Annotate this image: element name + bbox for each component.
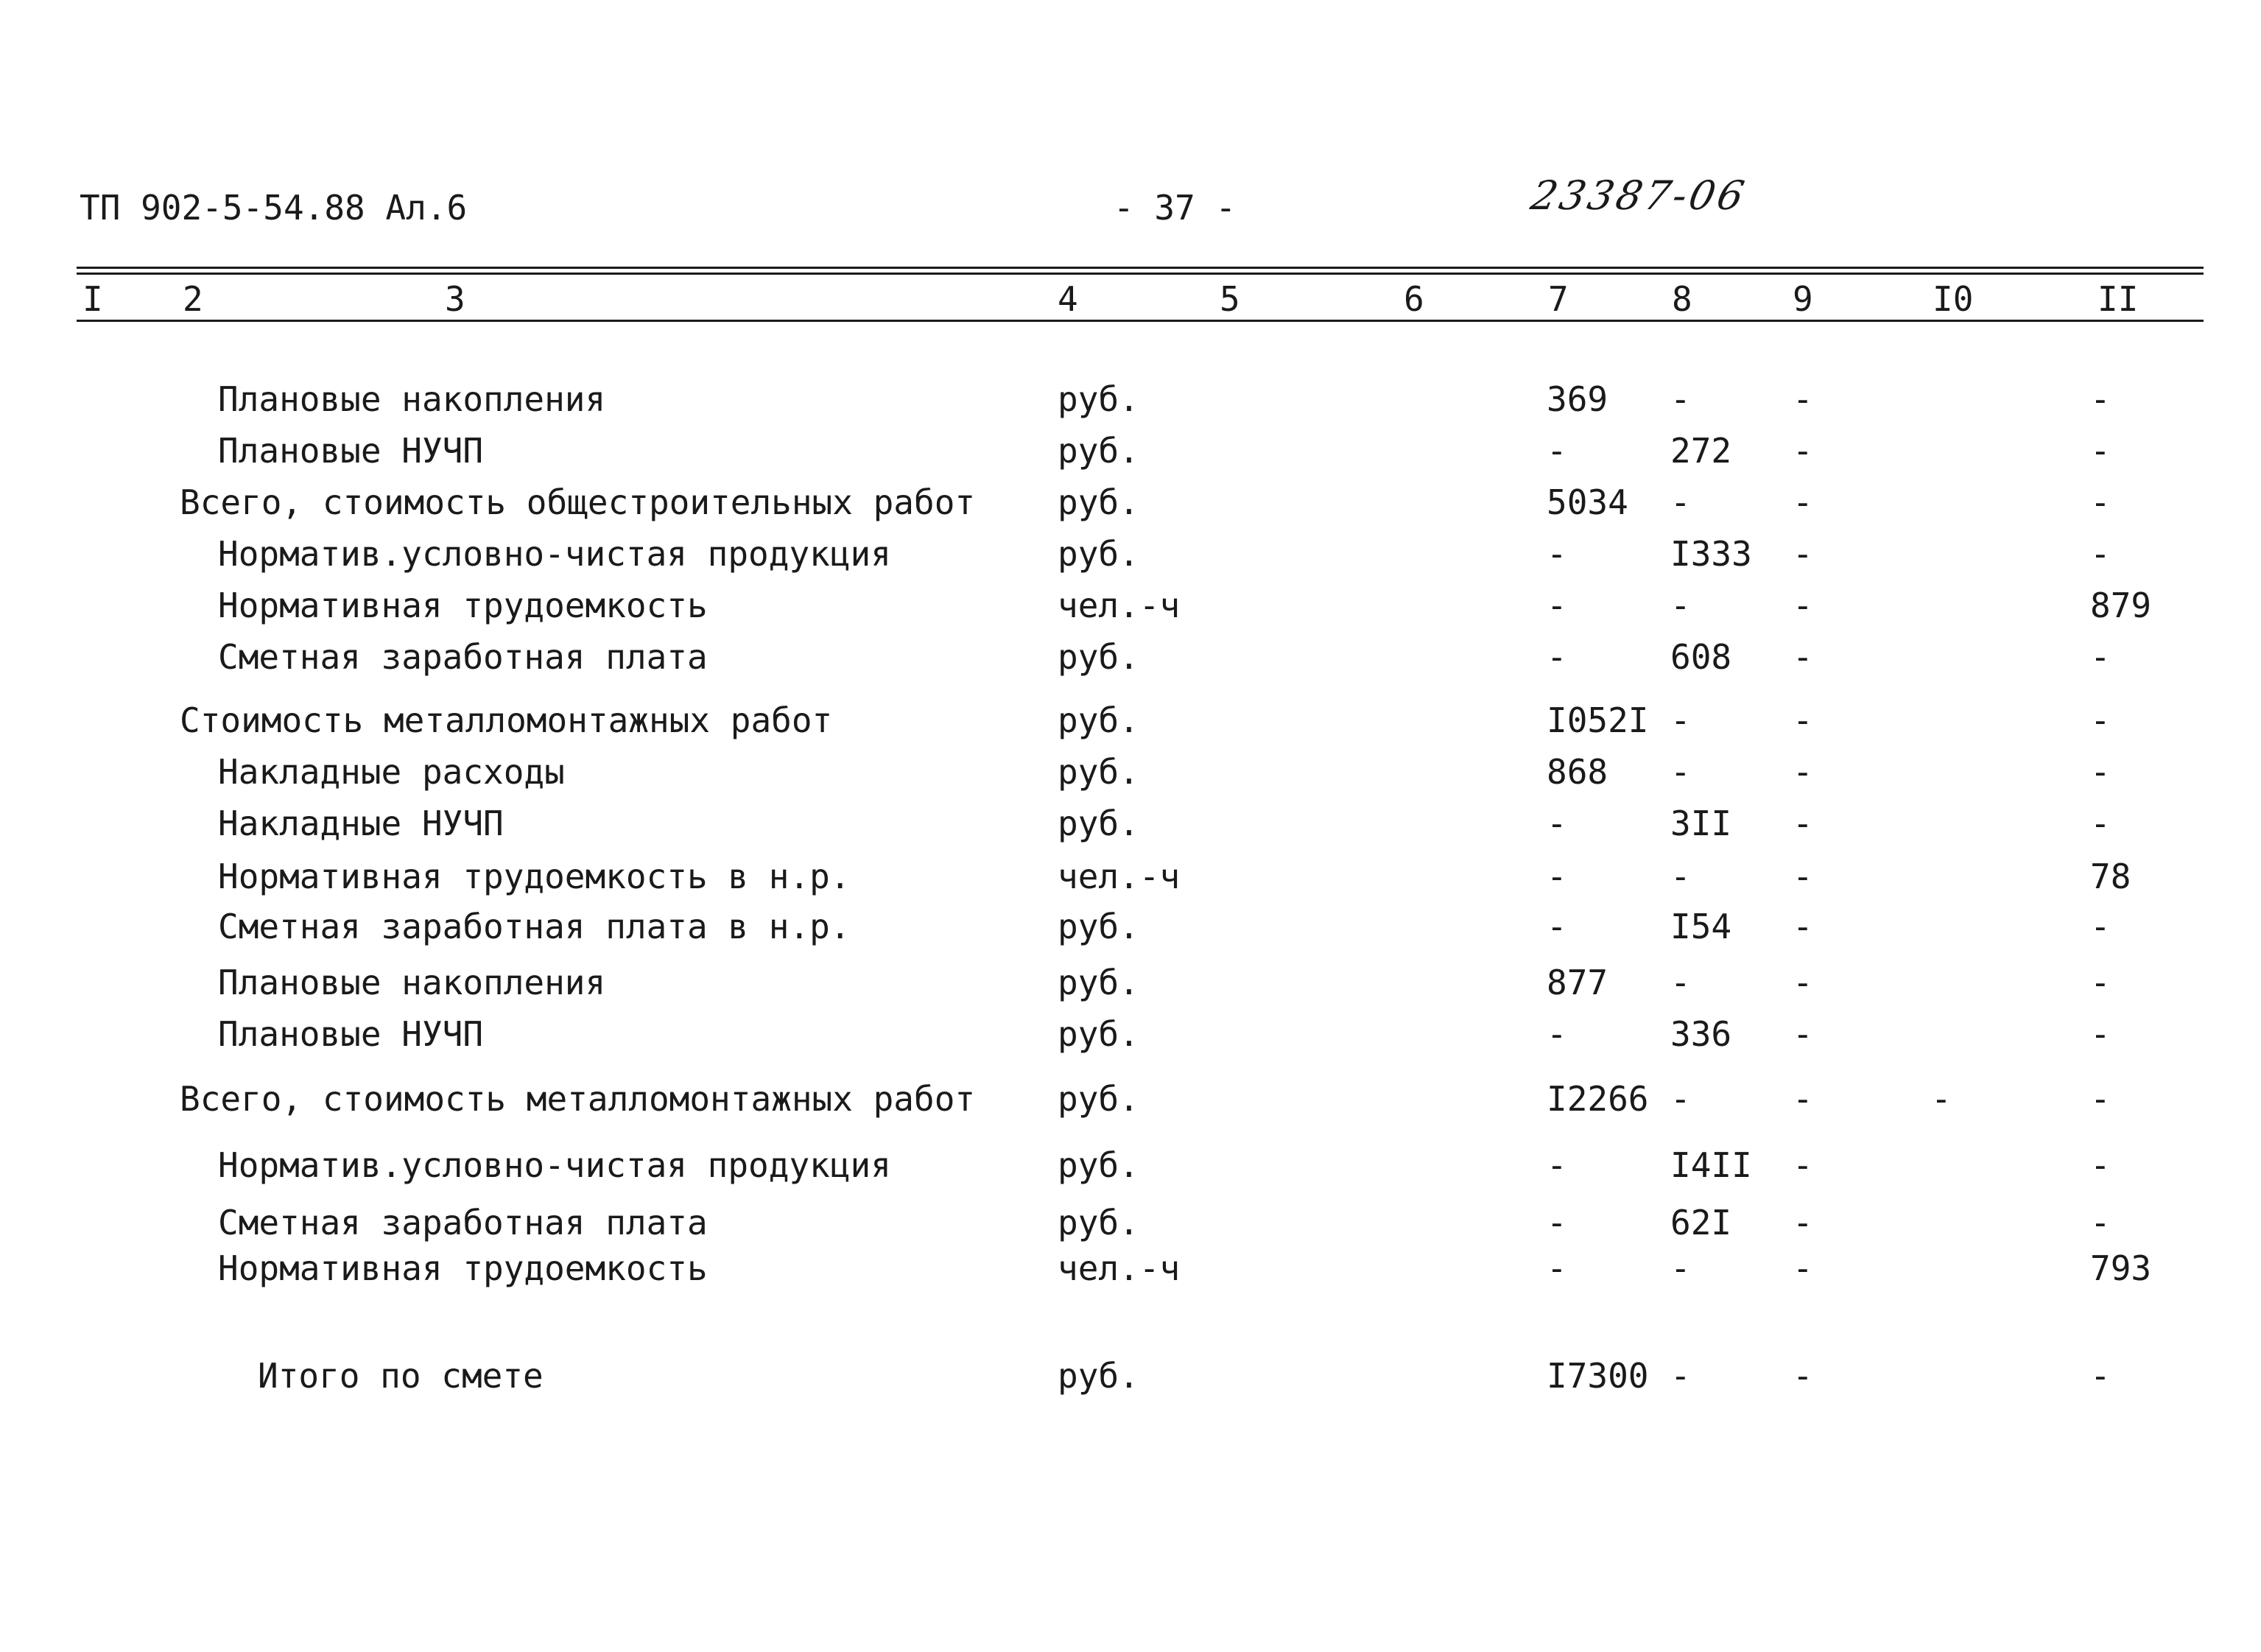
row-col7: -: [1547, 1203, 1567, 1242]
row-col8: 3II: [1670, 804, 1732, 843]
table-row: [0, 480, 2261, 524]
row-col7: -: [1547, 857, 1567, 896]
row-label: Итого по смете: [258, 1356, 544, 1396]
row-col11: -: [2090, 1203, 2111, 1242]
table-row: [0, 532, 2261, 576]
row-col9: -: [1793, 1079, 1813, 1119]
column-number-10: I0: [1933, 279, 1974, 319]
row-col8: -: [1670, 1079, 1691, 1119]
row-col8: -: [1670, 1248, 1691, 1288]
row-col9: -: [1793, 1014, 1813, 1054]
row-col7: -: [1547, 1248, 1567, 1288]
row-col8: 272: [1670, 431, 1732, 471]
row-col11: -: [2090, 482, 2111, 522]
row-label: Стоимость металломонтажных работ: [180, 700, 833, 740]
table-row: [0, 635, 2261, 679]
table-row: [0, 904, 2261, 949]
row-col9: -: [1793, 907, 1813, 946]
row-label: Нормативная трудоемкость: [218, 586, 708, 625]
row-unit: руб.: [1058, 534, 1139, 574]
table-row: [0, 1143, 2261, 1187]
row-col8: -: [1670, 482, 1691, 522]
row-unit: руб.: [1058, 379, 1139, 419]
row-unit: руб.: [1058, 1079, 1139, 1119]
row-col9: -: [1793, 1356, 1813, 1396]
row-col8: -: [1670, 752, 1691, 792]
row-label: Плановые НУЧП: [218, 431, 484, 471]
row-col11: 879: [2090, 586, 2152, 625]
row-col7: -: [1547, 534, 1567, 574]
row-unit: руб.: [1058, 1203, 1139, 1242]
table-row: [0, 1201, 2261, 1245]
row-col8: 608: [1670, 637, 1732, 677]
row-label: Норматив.условно-чистая продукция: [218, 1145, 891, 1185]
row-col11: -: [2090, 700, 2111, 740]
table-row: [0, 698, 2261, 742]
column-number-4: 4: [1058, 279, 1078, 319]
column-number-8: 8: [1672, 279, 1692, 319]
row-label: Норматив.условно-чистая продукция: [218, 534, 891, 574]
row-col7: I2266: [1547, 1079, 1649, 1119]
table-row: [0, 750, 2261, 794]
row-col11: -: [2090, 907, 2111, 946]
row-unit: руб.: [1058, 752, 1139, 792]
row-label: Сметная заработная плата: [218, 1203, 708, 1242]
row-col8: I4II: [1670, 1145, 1752, 1185]
row-col9: -: [1793, 804, 1813, 843]
row-label: Плановые накопления: [218, 963, 606, 1002]
row-col8: I54: [1670, 907, 1732, 946]
row-col8: -: [1670, 963, 1691, 1002]
table-row: [0, 583, 2261, 628]
row-label: Всего, стоимость общестроительных работ: [180, 482, 976, 522]
column-number-2: 2: [183, 279, 203, 319]
row-col7: -: [1547, 431, 1567, 471]
row-col7: 5034: [1547, 482, 1628, 522]
row-col10: -: [1931, 1079, 1952, 1119]
column-number-6: 6: [1404, 279, 1424, 319]
row-col7: 369: [1547, 379, 1608, 419]
row-unit: руб.: [1058, 1145, 1139, 1185]
row-unit: руб.: [1058, 1014, 1139, 1054]
row-col7: -: [1547, 1145, 1567, 1185]
row-col7: 868: [1547, 752, 1608, 792]
row-col7: -: [1547, 804, 1567, 843]
row-col7: -: [1547, 1014, 1567, 1054]
table-row: [0, 801, 2261, 846]
row-col7: -: [1547, 586, 1567, 625]
row-col9: -: [1793, 586, 1813, 625]
row-col7: I052I: [1547, 700, 1649, 740]
row-col7: 877: [1547, 963, 1608, 1002]
column-number-1: I: [82, 279, 103, 319]
row-col9: -: [1793, 752, 1813, 792]
page-number: - 37 -: [1114, 188, 1237, 228]
table-row: [0, 1077, 2261, 1121]
row-col11: -: [2090, 1079, 2111, 1119]
row-col11: -: [2090, 752, 2111, 792]
row-col11: -: [2090, 804, 2111, 843]
column-number-9: 9: [1793, 279, 1813, 319]
row-unit: чел.-ч: [1058, 857, 1181, 896]
row-col7: -: [1547, 637, 1567, 677]
row-col8: -: [1670, 379, 1691, 419]
row-unit: руб.: [1058, 1356, 1139, 1396]
row-col11: -: [2090, 379, 2111, 419]
row-col11: -: [2090, 431, 2111, 471]
row-label: Нормативная трудоемкость в н.р.: [218, 857, 851, 896]
row-unit: чел.-ч: [1058, 1248, 1181, 1288]
row-col9: -: [1793, 1248, 1813, 1288]
row-col7: -: [1547, 907, 1567, 946]
row-label: Накладные расходы: [218, 752, 565, 792]
row-unit: руб.: [1058, 700, 1139, 740]
row-col8: 336: [1670, 1014, 1732, 1054]
row-unit: руб.: [1058, 637, 1139, 677]
row-col8: -: [1670, 586, 1691, 625]
document-code: ТП 902-5-54.88 Ал.6: [80, 188, 468, 228]
row-unit: руб.: [1058, 431, 1139, 471]
row-label: Всего, стоимость металломонтажных работ: [180, 1079, 976, 1119]
handwritten-code: 23387-06: [1527, 172, 1751, 219]
table-row: [0, 854, 2261, 899]
row-col11: -: [2090, 1014, 2111, 1054]
row-col11: -: [2090, 963, 2111, 1002]
row-col11: 78: [2090, 857, 2131, 896]
row-unit: руб.: [1058, 804, 1139, 843]
row-col9: -: [1793, 963, 1813, 1002]
row-unit: руб.: [1058, 482, 1139, 522]
row-col9: -: [1793, 1145, 1813, 1185]
row-unit: руб.: [1058, 963, 1139, 1002]
row-col8: -: [1670, 1356, 1691, 1396]
row-col9: -: [1793, 482, 1813, 522]
row-col8: 62I: [1670, 1203, 1732, 1242]
row-label: Сметная заработная плата в н.р.: [218, 907, 851, 946]
row-label: Сметная заработная плата: [218, 637, 708, 677]
table-row: [0, 429, 2261, 473]
table-row: [0, 960, 2261, 1005]
row-unit: чел.-ч: [1058, 586, 1181, 625]
row-col8: I333: [1670, 534, 1752, 574]
column-number-11: II: [2098, 279, 2139, 319]
row-col9: -: [1793, 379, 1813, 419]
row-col9: -: [1793, 534, 1813, 574]
row-label: Нормативная трудоемкость: [218, 1248, 708, 1288]
row-label: Накладные НУЧП: [218, 804, 504, 843]
column-number-3: 3: [445, 279, 465, 319]
row-col11: -: [2090, 1145, 2111, 1185]
table-row: [0, 377, 2261, 421]
row-label: Плановые НУЧП: [218, 1014, 484, 1054]
row-col9: -: [1793, 637, 1813, 677]
table-row: [0, 1012, 2261, 1056]
row-col11: -: [2090, 1356, 2111, 1396]
row-col11: 793: [2090, 1248, 2152, 1288]
row-label: Плановые накопления: [218, 379, 606, 419]
row-col9: -: [1793, 700, 1813, 740]
row-col8: -: [1670, 700, 1691, 740]
table-row: [0, 1246, 2261, 1290]
row-col8: -: [1670, 857, 1691, 896]
row-col9: -: [1793, 857, 1813, 896]
row-unit: руб.: [1058, 907, 1139, 946]
column-number-7: 7: [1548, 279, 1569, 319]
row-col7: I7300: [1547, 1356, 1649, 1396]
row-col9: -: [1793, 1203, 1813, 1242]
row-col11: -: [2090, 534, 2111, 574]
table-row-total: [0, 1354, 2261, 1398]
row-col11: -: [2090, 637, 2111, 677]
row-col9: -: [1793, 431, 1813, 471]
column-number-5: 5: [1220, 279, 1240, 319]
